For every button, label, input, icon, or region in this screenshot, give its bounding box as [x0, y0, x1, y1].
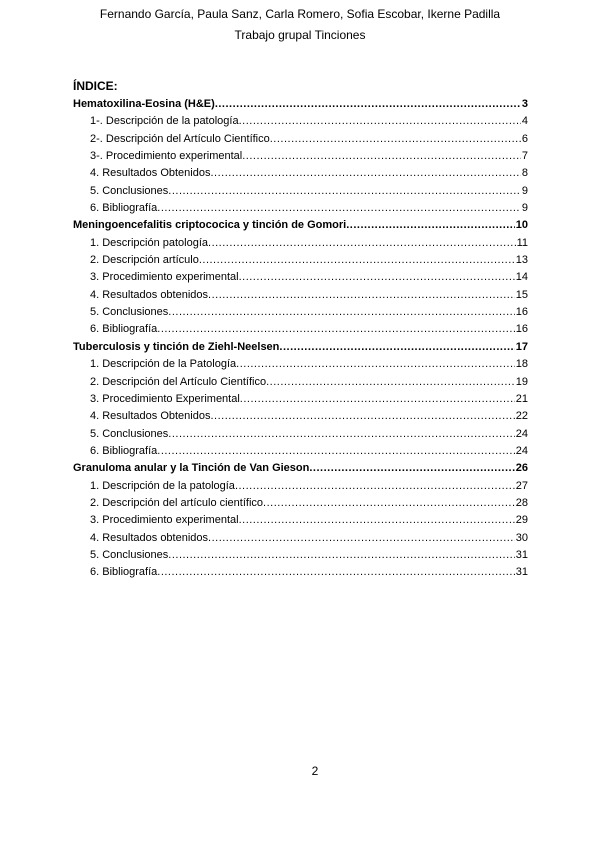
toc-item-page: 28 [515, 496, 528, 509]
toc-item-page: 21 [515, 392, 528, 405]
toc-item-page: 31 [515, 566, 528, 579]
dot-leader [168, 428, 514, 440]
dot-leader [239, 514, 515, 526]
dot-leader [157, 202, 521, 214]
dot-leader [210, 167, 520, 179]
toc-item-page: 16 [515, 323, 528, 336]
page-number: 2 [311, 764, 319, 778]
toc-item-label: 5. Conclusiones [90, 427, 169, 440]
toc-item-page: 14 [515, 271, 528, 284]
toc-item-label: 4. Resultados obtenidos [90, 531, 209, 544]
toc-item-label: 6. Bibliografía [90, 566, 158, 579]
toc-item[interactable] [73, 254, 528, 271]
toc-item-label: 3. Procedimiento experimental [90, 514, 239, 527]
toc-item[interactable] [73, 133, 528, 150]
table-of-contents [73, 98, 528, 584]
toc-item[interactable] [73, 532, 528, 549]
toc-item-label: 2. Descripción del artículo científico [90, 496, 264, 509]
toc-item-label: 2. Descripción del Artículo Científico [90, 375, 267, 388]
toc-item[interactable] [73, 150, 528, 167]
toc-item[interactable] [73, 428, 528, 445]
toc-item-page: 13 [515, 254, 528, 267]
toc-section-label: Tuberculosis y tinción de Ziehl-Neelsen [73, 340, 280, 353]
toc-item-page: 4 [521, 115, 528, 128]
dot-leader [208, 237, 516, 249]
dot-leader [279, 341, 514, 353]
dot-leader [240, 393, 515, 405]
toc-item-label: 4. Resultados Obtenidos [90, 167, 211, 180]
toc-item-page: 19 [515, 375, 528, 388]
toc-item-page: 18 [515, 358, 528, 371]
toc-item-label: 3-. Procedimiento experimental [90, 150, 243, 163]
dot-leader [157, 445, 514, 457]
toc-item-page: 24 [515, 427, 528, 440]
toc-item[interactable] [73, 549, 528, 566]
toc-item-label: 2-. Descripción del Artículo Científico [90, 132, 270, 145]
header-authors: Fernando García, Paula Sanz, Carla Romero, Sofia Escobar, Ikerne Padilla [99, 7, 501, 21]
toc-item-page: 6 [521, 132, 528, 145]
toc-section-label: Hematoxilina-Eosina (H&E) [73, 98, 215, 110]
toc-item-label: 1. Descripción de la patología [90, 479, 235, 492]
dot-leader [210, 410, 514, 422]
toc-item-label: 4. Resultados Obtenidos [90, 410, 211, 423]
toc-item-page: 16 [515, 306, 528, 319]
toc-item[interactable] [73, 480, 528, 497]
toc-item-label: 2. Descripción artículo [90, 254, 199, 267]
dot-leader [263, 497, 515, 509]
toc-item[interactable] [73, 358, 528, 375]
toc-item[interactable] [73, 237, 528, 254]
toc-item-page: 30 [515, 531, 528, 544]
toc-item-page: 7 [521, 150, 528, 163]
dot-leader [270, 133, 521, 145]
index-title: ÍNDICE: [73, 79, 118, 93]
dot-leader [239, 115, 521, 127]
dot-leader [242, 150, 521, 162]
toc-item-label: 1. Descripción patología [90, 236, 209, 249]
toc-section[interactable] [73, 462, 528, 479]
toc-item[interactable] [73, 514, 528, 531]
dot-leader [208, 532, 515, 544]
dot-leader [346, 219, 515, 231]
dot-leader [199, 254, 515, 266]
toc-item-page: 22 [515, 410, 528, 423]
dot-leader [208, 289, 515, 301]
dot-leader [168, 306, 514, 318]
toc-item-label: 5. Conclusiones [90, 184, 169, 197]
toc-section-label: Granuloma anular y la Tinción de Van Gieson [73, 462, 310, 475]
toc-item-label: 5. Conclusiones [90, 548, 169, 561]
toc-item-page: 8 [521, 167, 528, 180]
dot-leader [266, 376, 515, 388]
toc-section[interactable] [73, 219, 528, 236]
toc-item-label: 6. Bibliografía [90, 323, 158, 336]
toc-section[interactable] [73, 98, 528, 115]
toc-item[interactable] [73, 202, 528, 219]
dot-leader [239, 271, 515, 283]
toc-item-label: 6. Bibliografía [90, 202, 158, 215]
toc-item-page: 31 [515, 548, 528, 561]
toc-item[interactable] [73, 323, 528, 340]
toc-item-page: 11 [516, 236, 528, 249]
toc-section-page: 10 [515, 219, 528, 232]
dot-leader [157, 566, 514, 578]
dot-leader [215, 98, 521, 110]
dot-leader [309, 462, 514, 474]
toc-item[interactable] [73, 167, 528, 184]
toc-item-label: 3. Procedimiento Experimental [90, 392, 240, 405]
toc-section-label: Meningoencefalitis criptococica y tinción de Gomori [73, 219, 347, 232]
dot-leader [235, 480, 515, 492]
toc-item[interactable] [73, 445, 528, 462]
toc-item-label: 5. Conclusiones [90, 306, 169, 319]
dot-leader [157, 323, 514, 335]
toc-item[interactable] [73, 289, 528, 306]
toc-section[interactable] [73, 341, 528, 358]
toc-item-label: 4. Resultados obtenidos [90, 288, 209, 301]
toc-item[interactable] [73, 410, 528, 427]
toc-item[interactable] [73, 376, 528, 393]
toc-item-label: 1-. Descripción de la patología [90, 115, 239, 128]
toc-item-page: 9 [521, 202, 528, 215]
toc-item-page: 15 [515, 288, 528, 301]
toc-item-page: 24 [515, 444, 528, 457]
toc-item-label: 1. Descripción de la Patología [90, 358, 237, 371]
dot-leader [236, 358, 515, 370]
toc-item[interactable] [73, 306, 528, 323]
toc-item[interactable] [73, 271, 528, 288]
toc-item-page: 27 [515, 479, 528, 492]
toc-item-page: 29 [515, 514, 528, 527]
dot-leader [168, 185, 521, 197]
toc-item[interactable] [73, 393, 528, 410]
dot-leader [168, 549, 514, 561]
header-subtitle: Trabajo grupal Tinciones [234, 28, 366, 42]
toc-section-page: 3 [521, 98, 528, 110]
toc-item-page: 9 [521, 184, 528, 197]
toc-item-label: 3. Procedimiento experimental [90, 271, 239, 284]
toc-section-page: 17 [515, 340, 528, 353]
toc-item[interactable] [73, 497, 528, 514]
toc-item[interactable] [73, 185, 528, 202]
toc-item-label: 6. Bibliografía [90, 444, 158, 457]
toc-item[interactable] [73, 115, 528, 132]
toc-section-page: 26 [515, 462, 528, 475]
toc-item[interactable] [73, 566, 528, 583]
